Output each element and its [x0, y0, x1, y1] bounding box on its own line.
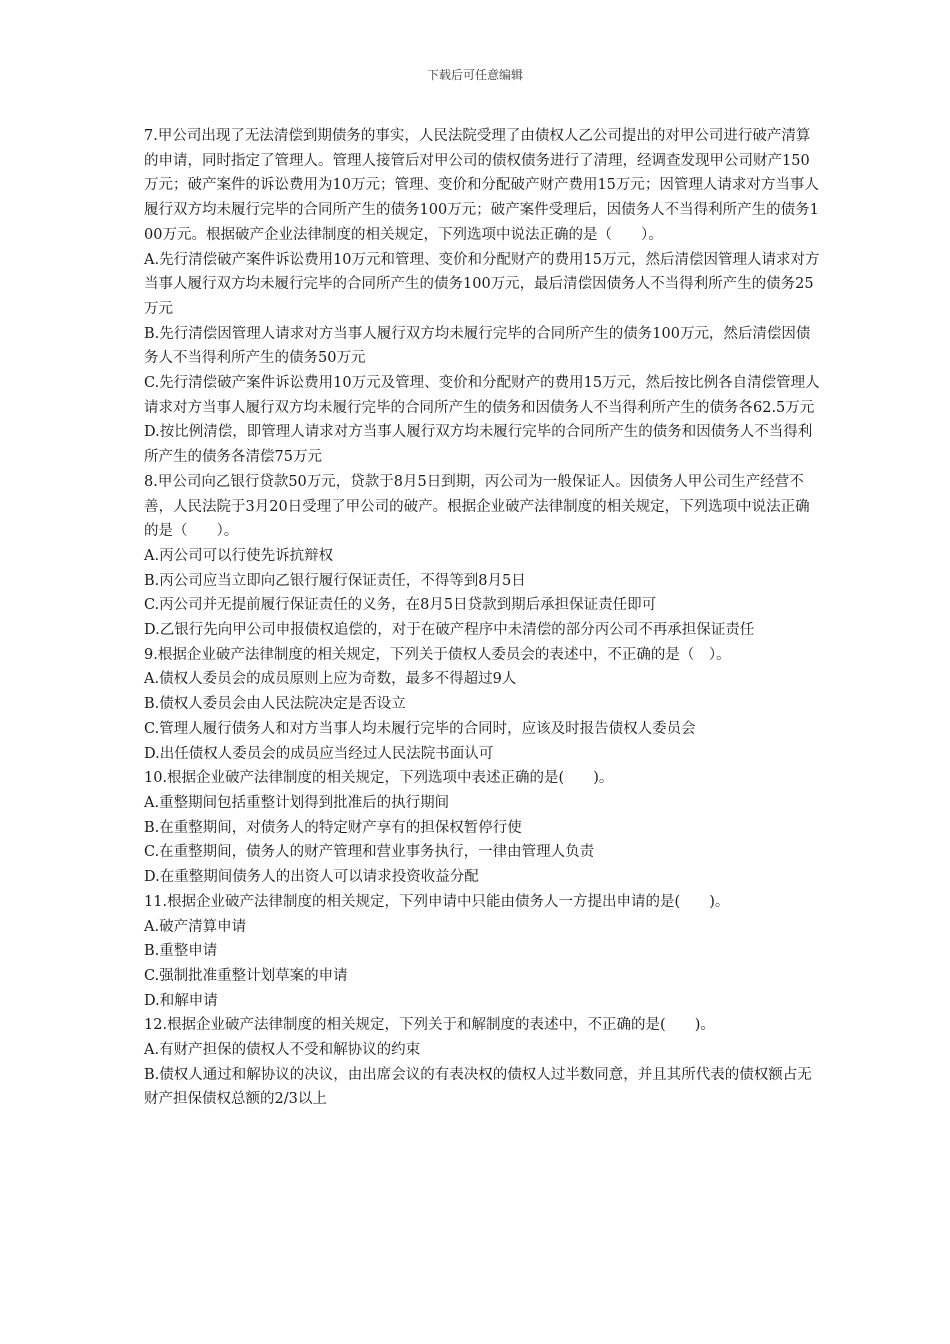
question-9-option-a: A.债权人委员会的成员原则上应为奇数，最多不得超过9人	[144, 671, 517, 688]
question-8-option-c: C.丙公司并无提前履行保证责任的义务，在8月5日贷款到期后承担保证责任即可	[144, 597, 657, 614]
question-8-option-d: D.乙银行先向甲公司申报债权追偿的，对于在破产程序中未清偿的部分丙公司不再承担保证责任	[144, 622, 755, 639]
question-10-option-c: C.在重整期间，债务人的财产管理和营业事务执行，一律由管理人负责	[144, 844, 595, 861]
question-11-option-b: B.重整申请	[144, 943, 218, 960]
question-11-option-d: D.和解申请	[144, 992, 218, 1009]
question-11-stem: 11.根据企业破产法律制度的相关规定，下列申请中只能由债务人一方提出申请的是( )。	[144, 893, 730, 910]
question-9-option-c: C.管理人履行债务人和对方当事人均未履行完毕的合同时，应该及时报告债权人委员会	[144, 720, 696, 737]
question-11-option-a: A.破产清算申请	[144, 918, 247, 935]
question-12-option-b: B.债权人通过和解协议的决议，由出席会议的有表决权的债权人过半数同意，并且其所代表的债权额占无财产担保债权总额的2/3以上	[144, 1066, 812, 1108]
question-12-option-a: A.有财产担保的债权人不受和解协议的约束	[144, 1042, 421, 1059]
page-header: 下载后可任意编辑	[426, 68, 523, 82]
question-8-option-b: B.丙公司应当立即向乙银行履行保证责任，不得等到8月5日	[144, 572, 526, 589]
question-10-option-a: A.重整期间包括重整计划得到批准后的执行期间	[144, 794, 450, 811]
question-10-option-b: B.在重整期间，对债务人的特定财产享有的担保权暂停行使	[144, 819, 522, 836]
question-10-option-d: D.在重整期间债务人的出资人可以请求投资收益分配	[144, 869, 479, 886]
document-body	[144, 124, 824, 1112]
question-8-option-a: A.丙公司可以行使先诉抗辩权	[144, 547, 334, 564]
question-7-stem: 7.甲公司出现了无法清偿到期债务的事实，人民法院受理了由债权人乙公司提出的对甲公司进行破产清算的申请，同时指定了管理人。管理人接管后对甲公司的债权债务进行了清理，经调查发现甲公司财产150万元；破产案件的诉讼费用为10万元；管理、变价和分配破产财产费用15万元；因管理人请求对方当事人履行双方均未履行完毕的合同所产生的债务100万元；破产案件受理后，因债务人不当得利所产生的债务100万元。根据破产企业法律制度的相关规定，下列选项中说法正确的是（ ）。	[144, 128, 819, 243]
question-9-stem: 9.根据企业破产法律制度的相关规定，下列关于债权人委员会的表述中，不正确的是（ ）。	[144, 646, 731, 663]
question-10-stem: 10.根据企业破产法律制度的相关规定，下列选项中表述正确的是( )。	[144, 770, 614, 787]
question-7-option-d: D.按比例清偿，即管理人请求对方当事人履行双方均未履行完毕的合同所产生的债务和因债务人不当得利所产生的债务各清偿75万元	[144, 424, 813, 466]
question-12-stem: 12.根据企业破产法律制度的相关规定，下列关于和解制度的表述中，不正确的是( )。	[144, 1017, 715, 1034]
question-7-option-b: B.先行清偿因管理人请求对方当事人履行双方均未履行完毕的合同所产生的债务100万元，然后清偿因债务人不当得利所产生的债务50万元	[144, 325, 811, 367]
question-7-option-c: C.先行清偿破产案件诉讼费用10万元及管理、变价和分配财产的费用15万元，然后按比例各自清偿管理人请求对方当事人履行双方均未履行完毕的合同所产生的债务和因债务人不当得利所产生的债务各62.5万元	[144, 375, 820, 416]
question-11-option-c: C.强制批准重整计划草案的申请	[144, 967, 348, 984]
question-9-option-b: B.债权人委员会由人民法院决定是否设立	[144, 696, 406, 713]
question-8-stem: 8.甲公司向乙银行贷款50万元，贷款于8月5日到期，丙公司为一般保证人。因债务人甲公司生产经营不善，人民法院于3月20日受理了甲公司的破产。根据企业破产法律制度的相关规定，下列选项中说法正确的是（ ）。	[144, 473, 810, 540]
question-9-option-d: D.出任债权人委员会的成员应当经过人民法院书面认可	[144, 745, 494, 762]
question-7-option-a: A.先行清偿破产案件诉讼费用10万元和管理、变价和分配财产的费用15万元，然后清偿因管理人请求对方当事人履行双方均未履行完毕的合同所产生的债务100万元，最后清偿因债务人不当得利所产生的债务25万元	[144, 251, 820, 317]
